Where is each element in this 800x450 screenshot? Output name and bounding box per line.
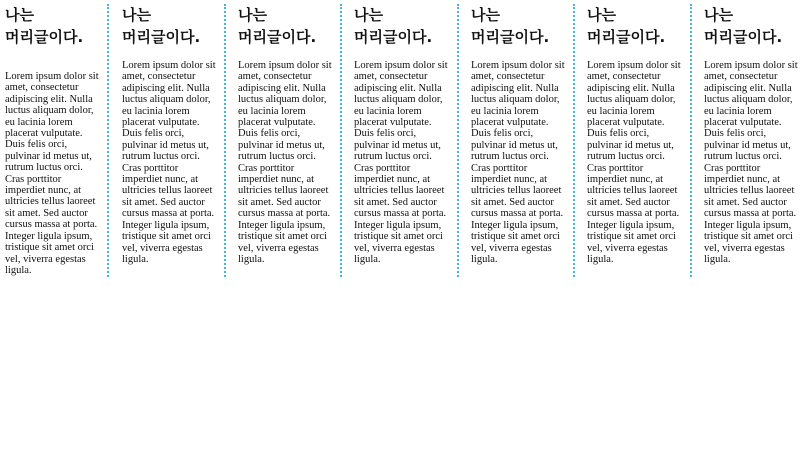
column-body-text: Lorem ipsum dolor sit amet, consectetur adipiscing elit. Nulla luctus aliquam dolor, eu lacinia lorem placerat vulputate. Duis felis orci, pulvinar id metus ut, rutrum luctus orci. Cras porttitor imperdiet nunc, at ultricies tellus laoreet sit amet. Sed auctor cursus massa at porta. Integer ligula ipsum, tristique sit amet orci vel, viverra egestas ligula. xyxy=(354,60,448,265)
column-heading: 나는 머리글이다. xyxy=(5,6,84,46)
column-body-text: Lorem ipsum dolor sit amet, consectetur adipiscing elit. Nulla luctus aliquam dolor, eu lacinia lorem placerat vulputate. Duis felis orci, pulvinar id metus ut, rutrum luctus orci. Cras porttitor imperdiet nunc, at ultricies tellus laoreet sit amet. Sed auctor cursus massa at porta. Integer ligula ipsum, tristique sit amet orci vel, viverra egestas ligula. xyxy=(587,60,681,265)
column-4 xyxy=(354,4,450,276)
column-divider xyxy=(224,4,226,277)
column-divider xyxy=(340,4,342,277)
column-6 xyxy=(587,4,683,276)
column-5 xyxy=(471,4,567,276)
column-heading: 나는 머리글이다. xyxy=(704,6,783,46)
column-heading: 나는 머리글이다. xyxy=(354,6,433,46)
column-divider xyxy=(690,4,692,277)
column-divider xyxy=(107,4,109,277)
column-heading: 나는 머리글이다. xyxy=(587,6,666,46)
column-3 xyxy=(238,4,334,276)
column-body-text: Lorem ipsum dolor sit amet, consectetur adipiscing elit. Nulla luctus aliquam dolor, eu lacinia lorem placerat vulputate. Duis felis orci, pulvinar id metus ut, rutrum luctus orci. Cras porttitor imperdiet nunc, at ultricies tellus laoreet sit amet. Sed auctor cursus massa at porta. Integer ligula ipsum, tristique sit amet orci vel, viverra egestas ligula. xyxy=(471,60,565,265)
column-7 xyxy=(704,4,800,276)
column-1 xyxy=(5,4,101,276)
column-2 xyxy=(122,4,218,276)
column-body-text: Lorem ipsum dolor sit amet, consectetur adipiscing elit. Nulla luctus aliquam dolor, eu lacinia lorem placerat vulputate. Duis felis orci, pulvinar id metus ut, rutrum luctus orci. Cras porttitor imperdiet nunc, at ultricies tellus laoreet sit amet. Sed auctor cursus massa at porta. Integer ligula ipsum, tristique sit amet orci vel, viverra egestas ligula. xyxy=(238,60,332,265)
column-heading: 나는 머리글이다. xyxy=(122,6,201,46)
column-divider xyxy=(457,4,459,277)
column-divider xyxy=(573,4,575,277)
column-heading: 나는 머리글이다. xyxy=(471,6,550,46)
column-body-text: Lorem ipsum dolor sit amet, consectetur adipiscing elit. Nulla luctus aliquam dolor, eu lacinia lorem placerat vulputate. Duis felis orci, pulvinar id metus ut, rutrum luctus orci. Cras porttitor imperdiet nunc, at ultricies tellus laoreet sit amet. Sed auctor cursus massa at porta. Integer ligula ipsum, tristique sit amet orci vel, viverra egestas ligula. xyxy=(704,60,798,265)
column-heading: 나는 머리글이다. xyxy=(238,6,317,46)
column-body-text: Lorem ipsum dolor sit amet, consectetur adipiscing elit. Nulla luctus aliquam dolor, eu lacinia lorem placerat vulputate. Duis felis orci, pulvinar id metus ut, rutrum luctus orci. Cras porttitor imperdiet nunc, at ultricies tellus laoreet sit amet. Sed auctor cursus massa at porta. Integer ligula ipsum, tristique sit amet orci vel, viverra egestas ligula. xyxy=(122,60,216,265)
column-body-text: Lorem ipsum dolor sit amet, consectetur adipiscing elit. Nulla luctus aliquam dolor, eu lacinia lorem placerat vulputate. Duis felis orci, pulvinar id metus ut, rutrum luctus orci. Cras porttitor imperdiet nunc, at ultricies tellus laoreet sit amet. Sed auctor cursus massa at porta. Integer ligula ipsum, tristique sit amet orci vel, viverra egestas ligula. xyxy=(5,71,99,276)
